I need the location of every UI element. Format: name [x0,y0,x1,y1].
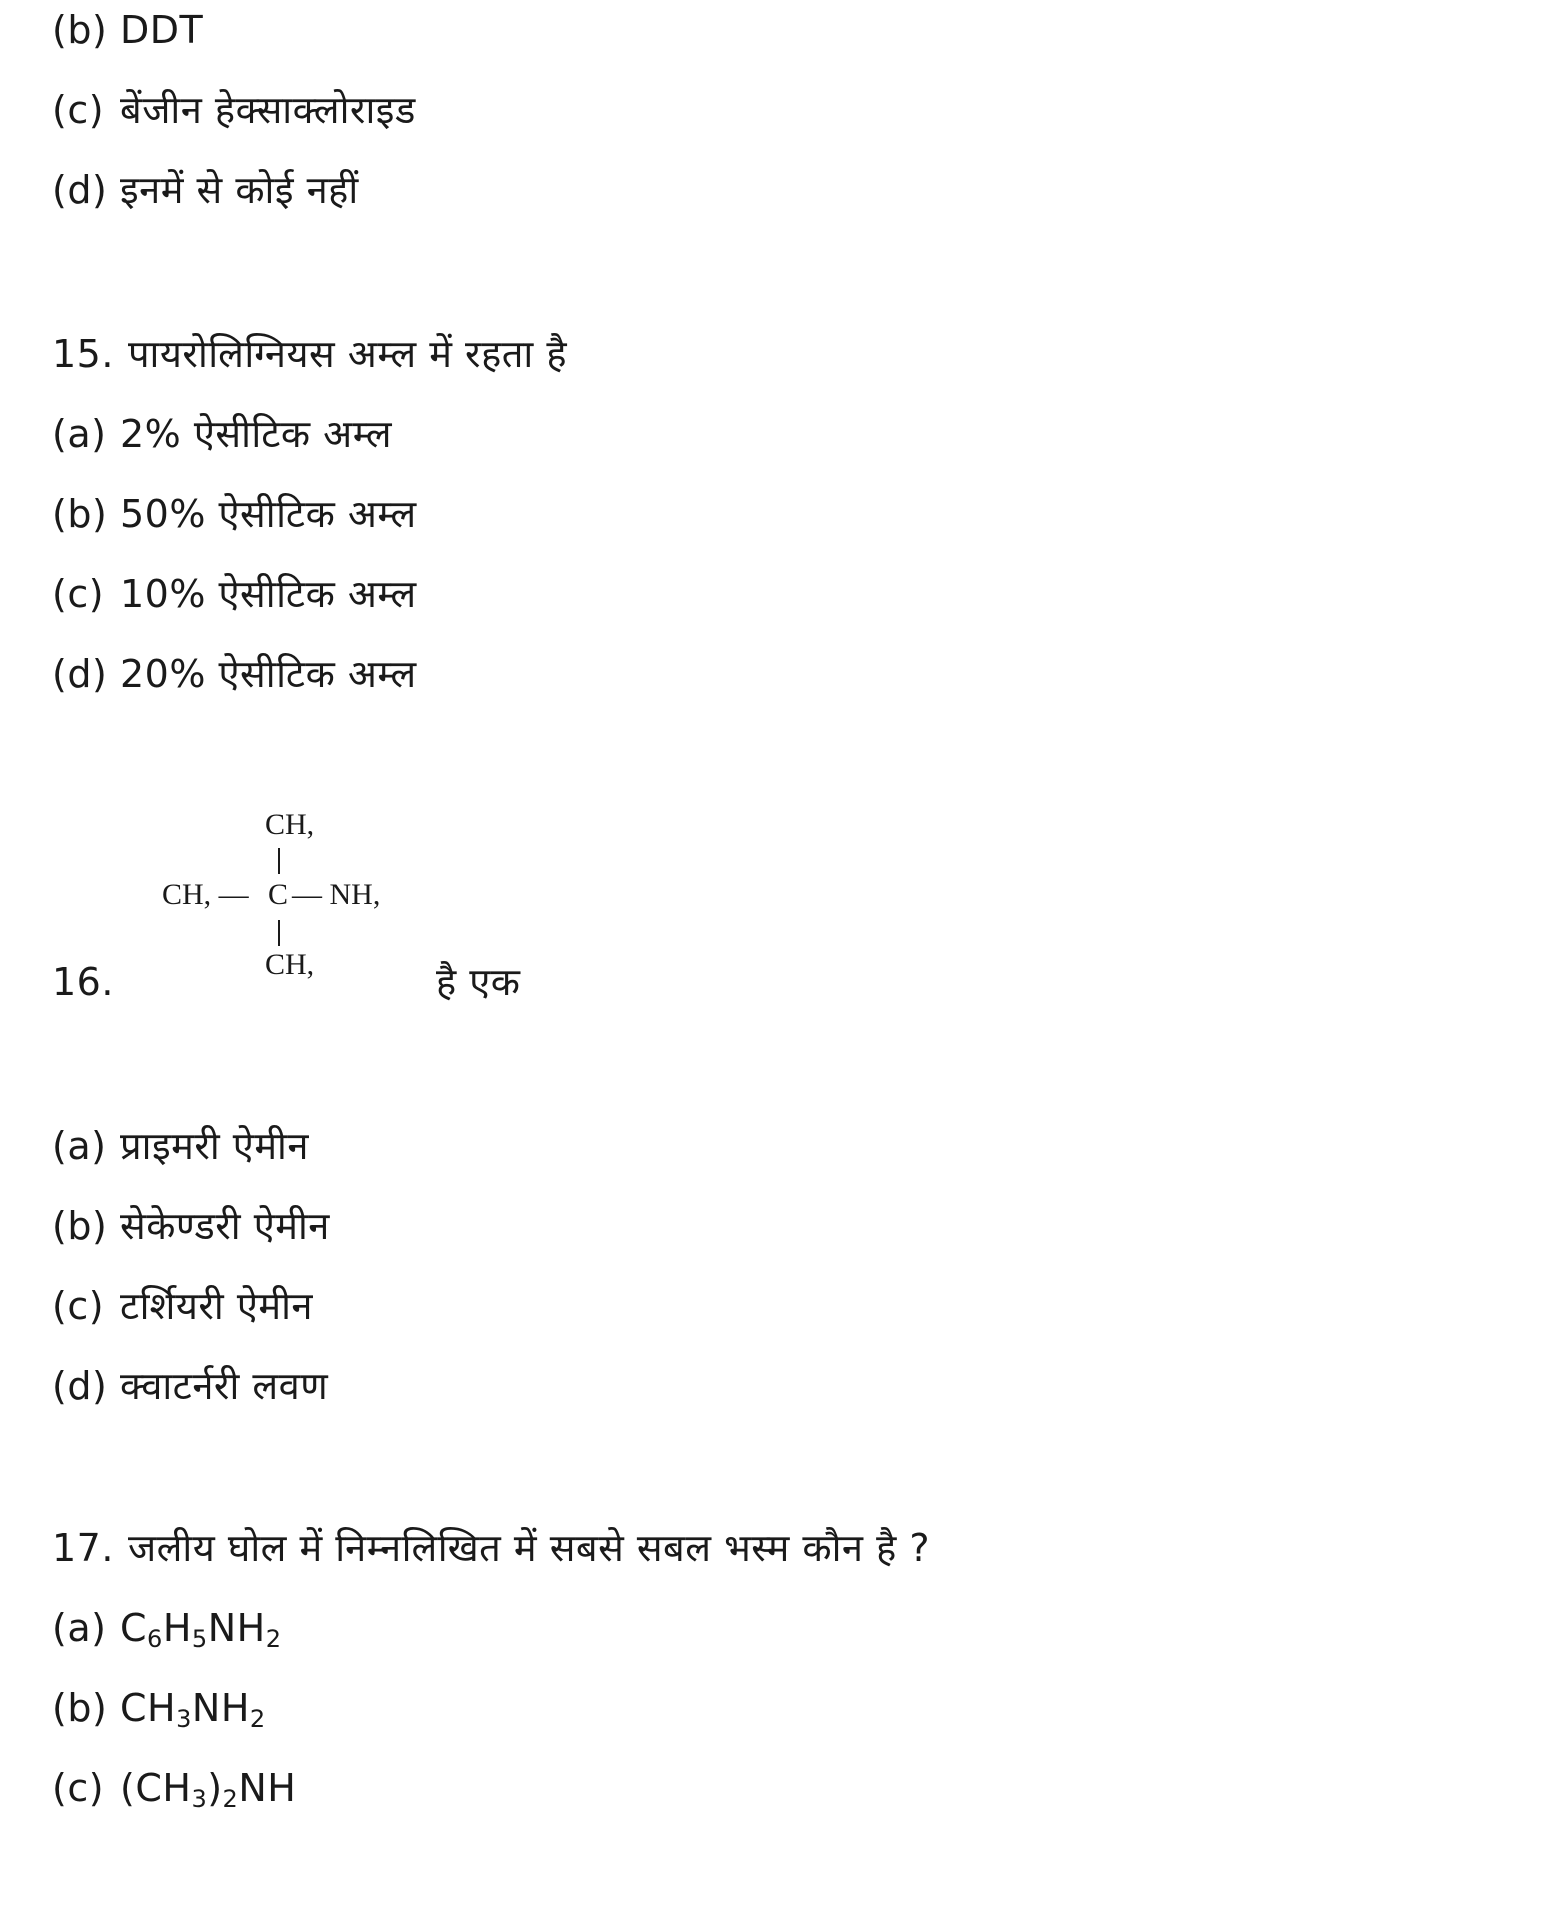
option-text: DDT [120,8,204,52]
q16-question-suffix [436,958,520,1006]
structure-bottom-group: CH, [265,948,315,981]
option-label: (c) [52,88,105,132]
q15-option-b [52,490,417,538]
question-text: जलीय घोल में निम्नलिखित में सबसे सबल भस्म कौन है ? [127,1526,931,1570]
tert-butylamine-structure [160,808,420,998]
option-text: 20% ऐसीटिक अम्ल [120,652,417,696]
q14-option-c [52,86,416,134]
option-label: (c) [52,1766,105,1810]
formula-dimethylamine: $(CH_3)_2NH$ [120,1766,297,1813]
option-text: टर्शियरी ऐमीन [120,1284,314,1328]
structure-center-atom: C [268,878,289,911]
q15-option-a [52,410,392,458]
q16-option-c [52,1282,313,1330]
option-label: (b) [52,8,108,52]
q17-option-b [52,1684,266,1732]
question-number: 17. [52,1526,114,1570]
option-text: 10% ऐसीटिक अम्ल [120,572,417,616]
question-text: है एक [436,960,521,1004]
option-label: (d) [52,1364,108,1408]
option-label: (b) [52,1686,108,1730]
option-text: 2% ऐसीटिक अम्ल [120,412,393,456]
formula-aniline: $C_6H_5NH_2$ [120,1606,282,1653]
q14-option-b [52,6,203,54]
q15-question [52,330,567,378]
q15-option-d [52,650,417,698]
bond-bottom [278,920,280,946]
question-text: पायरोलिग्नियस अम्ल में रहता है [127,332,568,376]
bond-top [278,848,280,874]
option-text: 50% ऐसीटिक अम्ल [120,492,417,536]
option-label: (a) [52,1606,107,1650]
structure-top-group: CH, [265,808,315,841]
option-label: (c) [52,572,105,616]
q14-option-d [52,166,359,214]
structure-right-group: — NH, [292,878,381,911]
q16-option-b [52,1202,330,1250]
option-label: (d) [52,168,108,212]
question-number: 15. [52,332,114,376]
option-text: बेंजीन हेक्साक्लोराइड [120,88,416,132]
option-label: (b) [52,1204,108,1248]
q16-number [52,958,114,1006]
q16-option-d [52,1362,328,1410]
option-label: (b) [52,492,108,536]
q17-option-a [52,1604,281,1652]
q17-question [52,1524,930,1572]
option-text: क्वाटर्नरी लवण [120,1364,329,1408]
q17-option-c [52,1764,296,1812]
structure-left-group: CH, — [162,878,249,911]
option-text: प्राइमरी ऐमीन [120,1124,309,1168]
option-label: (a) [52,412,107,456]
option-text: सेकेण्डरी ऐमीन [120,1204,330,1248]
q15-option-c [52,570,417,618]
q16-option-a [52,1122,309,1170]
formula-methylamine: $CH_3NH_2$ [120,1686,266,1733]
option-label: (d) [52,652,108,696]
option-text: इनमें से कोई नहीं [120,168,359,212]
option-label: (c) [52,1284,105,1328]
option-label: (a) [52,1124,107,1168]
question-number: 16. [52,960,114,1004]
